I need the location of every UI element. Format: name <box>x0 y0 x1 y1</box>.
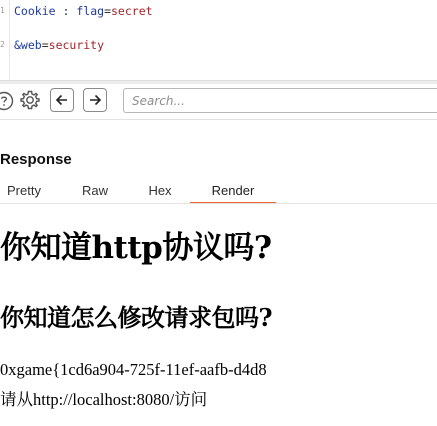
tabs-underline <box>0 203 437 204</box>
line-number: 2 <box>0 40 5 49</box>
rendered-flag-text: 0xgame{1cd6a904-725f-11ef-aafb-d4d8 <box>0 360 267 379</box>
param-name: flag <box>76 4 105 18</box>
rendered-hint-text: 请从http://localhost:8080/访问 <box>0 390 208 409</box>
tab-pretty[interactable]: Pretty <box>7 183 41 198</box>
rendered-heading-1: 你知道http协议吗? <box>0 230 272 266</box>
param-name: &web <box>14 38 42 52</box>
back-button[interactable] <box>50 88 74 112</box>
request-editor[interactable] <box>0 0 437 80</box>
arrow-left-icon <box>55 93 69 107</box>
param-value: secret <box>111 4 153 18</box>
tab-hex[interactable]: Hex <box>148 183 172 198</box>
header-name: Cookie <box>14 4 56 18</box>
response-tabs <box>0 178 437 204</box>
param-value: security <box>48 38 105 52</box>
code-line[interactable] <box>14 38 104 52</box>
equals-sign: = <box>104 4 111 18</box>
help-icon[interactable] <box>0 90 14 112</box>
response-title: Response <box>0 151 72 168</box>
panel-divider[interactable] <box>0 80 437 84</box>
search-box[interactable] <box>123 88 437 113</box>
arrow-right-icon <box>88 93 102 107</box>
tab-render[interactable]: Render <box>190 178 276 204</box>
line-number: 1 <box>0 6 5 15</box>
forward-button[interactable] <box>83 88 107 112</box>
search-input[interactable] <box>124 89 437 112</box>
code-line[interactable] <box>14 4 153 18</box>
gear-icon[interactable] <box>19 89 41 111</box>
rendered-heading-2: 你知道怎么修改请求包吗? <box>0 303 273 332</box>
header-separator: : <box>62 4 70 18</box>
equals-sign: = <box>41 38 49 52</box>
line-number-gutter <box>0 0 10 80</box>
tab-raw[interactable]: Raw <box>81 183 108 198</box>
toolbar-divider <box>0 119 437 120</box>
